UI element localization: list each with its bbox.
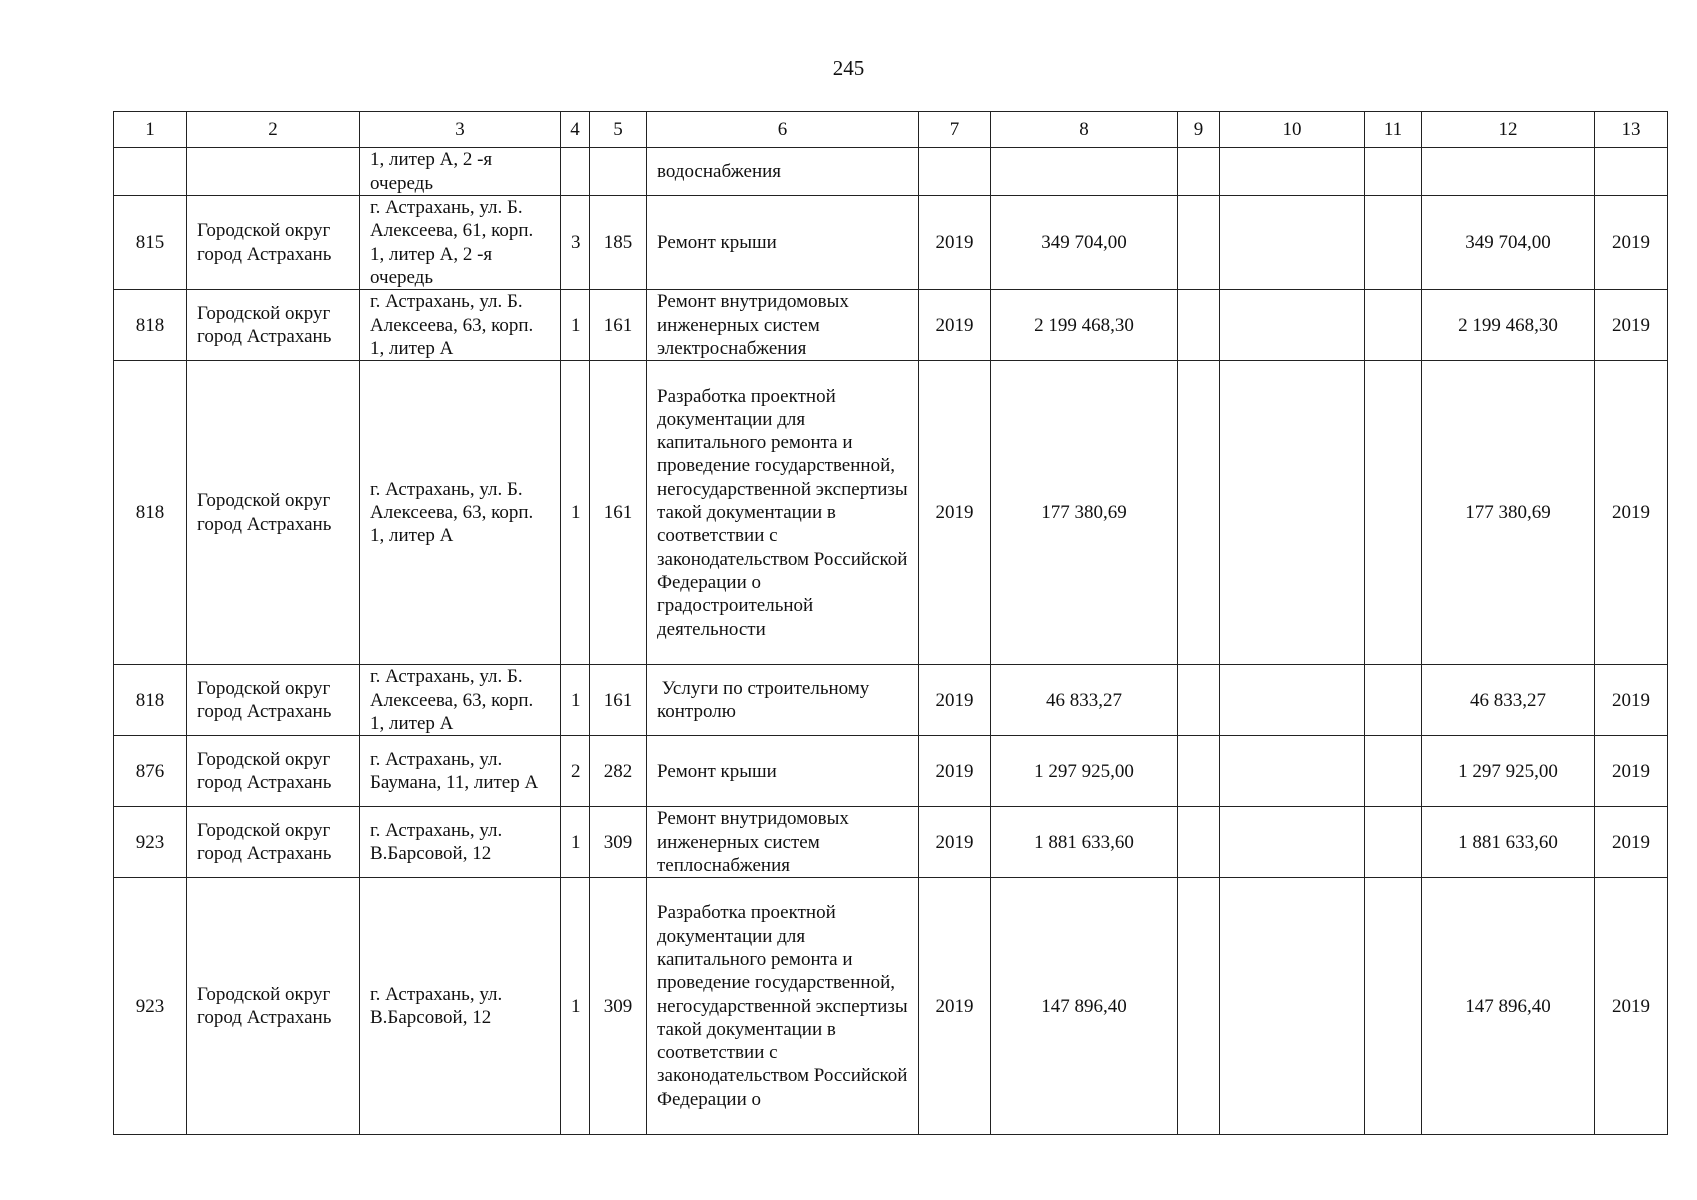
cell-col10 [1220, 665, 1365, 736]
cell-municipality: Городской округ город Астрахань [187, 665, 360, 736]
cell-col5: 309 [590, 878, 647, 1135]
cell-number: 815 [114, 196, 187, 290]
cell-address: г. Астрахань, ул. Б. Алексеева, 63, корп. 1, литер А [360, 290, 561, 361]
cell-col12-cost: 1 297 925,00 [1422, 736, 1595, 807]
cell-col11 [1365, 807, 1422, 878]
cell-cost: 1 881 633,60 [991, 807, 1178, 878]
repair-program-table [113, 111, 1668, 1135]
cell-col4: 1 [561, 878, 590, 1135]
cell-number: 818 [114, 665, 187, 736]
table-row-continued [114, 148, 1668, 196]
cell-work-type: Ремонт внутридомовых инженерных систем электроснабжения [647, 290, 919, 361]
cell-col13-year: 2019 [1595, 878, 1668, 1135]
cell-col4: 1 [561, 807, 590, 878]
cell-cost: 2 199 468,30 [991, 290, 1178, 361]
cell-cost: 147 896,40 [991, 878, 1178, 1135]
cell-col11 [1365, 665, 1422, 736]
cell-work-type: Ремонт крыши [647, 736, 919, 807]
cell-col11 [1365, 196, 1422, 290]
cell-year: 2019 [919, 665, 991, 736]
table-row [114, 196, 1668, 290]
cell-col13-year: 2019 [1595, 807, 1668, 878]
cell-col4: 2 [561, 736, 590, 807]
cell-year: 2019 [919, 878, 991, 1135]
page-number: 245 [832, 56, 865, 80]
cell-number: 818 [114, 290, 187, 361]
table-row [114, 290, 1668, 361]
cell-col4: 3 [561, 196, 590, 290]
cell-municipality: Городской округ город Астрахань [187, 807, 360, 878]
cell-number: 818 [114, 361, 187, 665]
cell-municipality [187, 148, 360, 196]
cell-municipality: Городской округ город Астрахань [187, 196, 360, 290]
cell-col10 [1220, 878, 1365, 1135]
cell-col13-year: 2019 [1595, 290, 1668, 361]
cell-cost: 46 833,27 [991, 665, 1178, 736]
column-header: 5 [590, 112, 647, 148]
cell-col4: 1 [561, 361, 590, 665]
cell-work-type: Услуги по строительному контролю [647, 665, 919, 736]
cell-col13-year: 2019 [1595, 361, 1668, 665]
cell-work-type: Разработка проектной документации для капитального ремонта и проведение государственной, негосударственной экспертизы такой документации в соответствии с законодательством Российской Федерации о [647, 878, 919, 1135]
cell-work-type: Разработка проектной документации для капитального ремонта и проведение государственной, негосударственной экспертизы такой документации в соответствии с законодательством Российской Федерации о градостроительной деятельности [647, 361, 919, 665]
cell-col11 [1365, 290, 1422, 361]
cell-work-type: водоснабжения [647, 148, 919, 196]
column-header: 1 [114, 112, 187, 148]
cell-address: 1, литер А, 2 -я очередь [360, 148, 561, 196]
cell-col5: 282 [590, 736, 647, 807]
cell-col9 [1178, 807, 1220, 878]
cell-year: 2019 [919, 807, 991, 878]
cell-address: г. Астрахань, ул. Б. Алексеева, 63, корп. 1, литер А [360, 361, 561, 665]
column-header: 7 [919, 112, 991, 148]
cell-col5: 161 [590, 665, 647, 736]
table-row [114, 361, 1668, 665]
cell-col10 [1220, 361, 1365, 665]
cell-col11 [1365, 361, 1422, 665]
cell-col12-cost: 147 896,40 [1422, 878, 1595, 1135]
cell-number: 923 [114, 878, 187, 1135]
cell-col10 [1220, 290, 1365, 361]
cell-col10 [1220, 807, 1365, 878]
cell-col10 [1220, 148, 1365, 196]
cell-col5: 161 [590, 290, 647, 361]
column-header: 8 [991, 112, 1178, 148]
cell-col12-cost [1422, 148, 1595, 196]
cell-col9 [1178, 878, 1220, 1135]
cell-col5: 161 [590, 361, 647, 665]
column-header: 10 [1220, 112, 1365, 148]
cell-cost: 1 297 925,00 [991, 736, 1178, 807]
cell-col11 [1365, 736, 1422, 807]
column-header: 3 [360, 112, 561, 148]
cell-year [919, 148, 991, 196]
cell-col11 [1365, 878, 1422, 1135]
cell-cost: 349 704,00 [991, 196, 1178, 290]
table-row [114, 878, 1668, 1135]
cell-col12-cost: 2 199 468,30 [1422, 290, 1595, 361]
column-header: 12 [1422, 112, 1595, 148]
cell-col4: 1 [561, 290, 590, 361]
cell-col9 [1178, 290, 1220, 361]
cell-work-type: Ремонт внутридомовых инженерных систем теплоснабжения [647, 807, 919, 878]
cell-col9 [1178, 665, 1220, 736]
cell-col13-year: 2019 [1595, 665, 1668, 736]
cell-municipality: Городской округ город Астрахань [187, 290, 360, 361]
cell-col10 [1220, 196, 1365, 290]
cell-col9 [1178, 361, 1220, 665]
cell-col9 [1178, 736, 1220, 807]
cell-col13-year [1595, 148, 1668, 196]
column-header: 6 [647, 112, 919, 148]
cell-col9 [1178, 148, 1220, 196]
cell-col12-cost: 1 881 633,60 [1422, 807, 1595, 878]
column-header: 2 [187, 112, 360, 148]
table-row [114, 736, 1668, 807]
header-row [114, 112, 1668, 148]
cell-number: 876 [114, 736, 187, 807]
cell-col10 [1220, 736, 1365, 807]
cell-cost [991, 148, 1178, 196]
column-header: 9 [1178, 112, 1220, 148]
cell-address: г. Астрахань, ул. Б. Алексеева, 63, корп. 1, литер А [360, 665, 561, 736]
cell-number [114, 148, 187, 196]
table-row [114, 807, 1668, 878]
cell-col12-cost: 177 380,69 [1422, 361, 1595, 665]
cell-municipality: Городской округ город Астрахань [187, 736, 360, 807]
cell-cost: 177 380,69 [991, 361, 1178, 665]
cell-col5 [590, 148, 647, 196]
cell-year: 2019 [919, 736, 991, 807]
column-header: 4 [561, 112, 590, 148]
cell-municipality: Городской округ город Астрахань [187, 878, 360, 1135]
cell-address: г. Астрахань, ул. В.Барсовой, 12 [360, 807, 561, 878]
cell-year: 2019 [919, 361, 991, 665]
cell-year: 2019 [919, 290, 991, 361]
cell-col4 [561, 148, 590, 196]
cell-col5: 185 [590, 196, 647, 290]
cell-col5: 309 [590, 807, 647, 878]
cell-col13-year: 2019 [1595, 196, 1668, 290]
cell-municipality: Городской округ город Астрахань [187, 361, 360, 665]
cell-work-type: Ремонт крыши [647, 196, 919, 290]
cell-address: г. Астрахань, ул. Б. Алексеева, 61, корп. 1, литер А, 2 -я очередь [360, 196, 561, 290]
column-header: 13 [1595, 112, 1668, 148]
cell-col12-cost: 46 833,27 [1422, 665, 1595, 736]
cell-address: г. Астрахань, ул. Баумана, 11, литер А [360, 736, 561, 807]
table-row [114, 665, 1668, 736]
cell-col11 [1365, 148, 1422, 196]
cell-col9 [1178, 196, 1220, 290]
cell-col12-cost: 349 704,00 [1422, 196, 1595, 290]
cell-col4: 1 [561, 665, 590, 736]
cell-number: 923 [114, 807, 187, 878]
column-header: 11 [1365, 112, 1422, 148]
cell-col13-year: 2019 [1595, 736, 1668, 807]
cell-address: г. Астрахань, ул. В.Барсовой, 12 [360, 878, 561, 1135]
cell-year: 2019 [919, 196, 991, 290]
